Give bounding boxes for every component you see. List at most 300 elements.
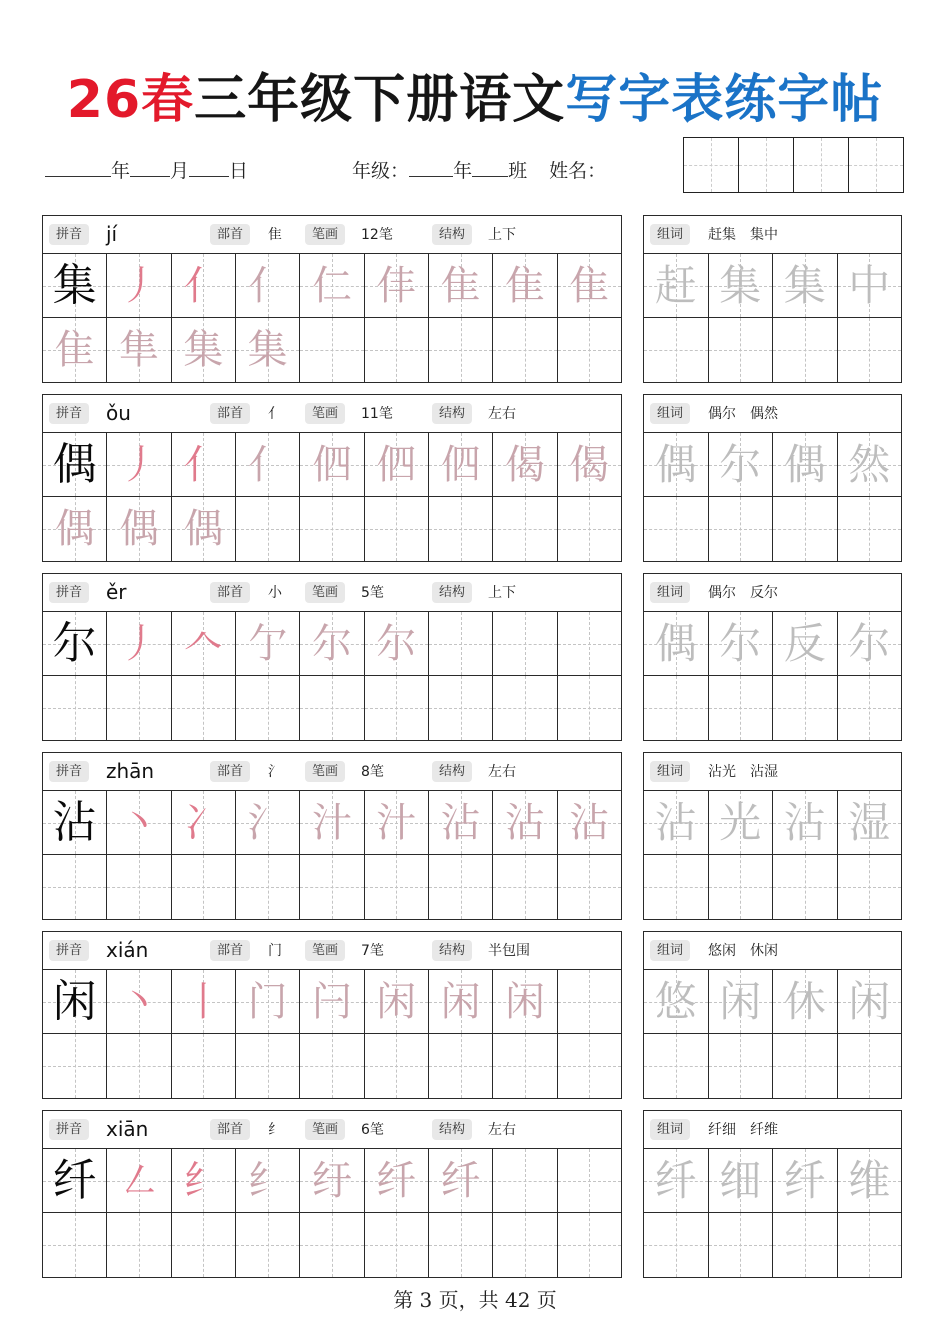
grid-cell[interactable] xyxy=(644,970,709,1033)
grid-cell[interactable] xyxy=(43,254,107,317)
grid-cell[interactable] xyxy=(773,791,838,854)
grid-cell[interactable] xyxy=(236,1034,300,1098)
grid-cell[interactable] xyxy=(172,318,236,382)
words-value: 赶集 集中 xyxy=(708,227,778,243)
grid-cell[interactable] xyxy=(43,970,107,1033)
stroke-order-character: 隹 xyxy=(440,263,481,309)
grid-row xyxy=(43,791,621,855)
grid-row xyxy=(43,970,621,1034)
grid-cell[interactable] xyxy=(172,612,236,675)
grade-blank[interactable] xyxy=(409,158,453,177)
grid-cell[interactable] xyxy=(172,1034,236,1098)
grid-cell[interactable] xyxy=(236,497,300,561)
grid-cell[interactable] xyxy=(644,254,709,317)
grid-cell[interactable] xyxy=(429,497,493,561)
word-info-bar xyxy=(644,574,901,612)
grid-row xyxy=(43,612,621,676)
structure-value: 上下 xyxy=(488,227,516,243)
grid-cell[interactable] xyxy=(558,1034,621,1098)
pinyin-value: jí xyxy=(106,222,118,246)
strokes-value: 7笔 xyxy=(361,943,384,959)
trace-character: 赶 xyxy=(654,261,697,310)
grid-cell[interactable] xyxy=(365,612,429,675)
grid-cell[interactable] xyxy=(838,254,902,317)
grid-cell[interactable] xyxy=(838,855,902,919)
character-card xyxy=(42,573,622,741)
grid-cell[interactable] xyxy=(43,676,107,740)
stroke-order-character: 偶 xyxy=(118,506,159,552)
grid-row xyxy=(644,433,901,497)
strokes-tag: 笔画 xyxy=(305,403,345,424)
grid-cell[interactable] xyxy=(644,497,709,561)
grid-cell[interactable] xyxy=(429,676,493,740)
month-label: 月 xyxy=(170,160,190,182)
trace-character: 闲 xyxy=(848,977,891,1026)
stroke-order-character: 纤 xyxy=(440,1158,481,1204)
grid-cell[interactable] xyxy=(644,855,709,919)
grid-cell[interactable] xyxy=(558,612,621,675)
stroke-order-character: 丿 xyxy=(118,621,159,667)
word-card xyxy=(643,752,902,920)
model-character: 纤 xyxy=(52,1155,97,1206)
grid-cell[interactable] xyxy=(429,433,493,496)
grid-cell[interactable] xyxy=(300,254,364,317)
grid-row xyxy=(43,676,621,740)
grid-cell[interactable] xyxy=(558,497,621,561)
grid-cell[interactable] xyxy=(773,855,838,919)
stroke-order-character: 伵 xyxy=(376,442,417,488)
grid-row xyxy=(43,855,621,919)
grade-label: 年级： xyxy=(352,160,410,182)
trace-character: 尔 xyxy=(719,619,762,668)
grid-cell[interactable] xyxy=(429,612,493,675)
stroke-order-character: 亇 xyxy=(247,621,288,667)
grid-cell[interactable] xyxy=(172,676,236,740)
character-info-bar xyxy=(43,932,621,970)
grid-cell[interactable] xyxy=(838,791,902,854)
grid-cell[interactable] xyxy=(43,1034,107,1098)
grid-cell[interactable] xyxy=(838,1149,902,1212)
grid-cell[interactable] xyxy=(838,497,902,561)
grid-cell[interactable] xyxy=(773,318,838,382)
structure-value: 左右 xyxy=(488,764,516,780)
grid-cell[interactable] xyxy=(107,1213,171,1277)
word-card xyxy=(643,215,902,383)
grid-cell[interactable] xyxy=(43,1149,107,1212)
stroke-order-character: 丨 xyxy=(183,979,224,1025)
name-boxes[interactable] xyxy=(683,137,904,193)
trace-character: 纤 xyxy=(783,1156,826,1205)
trace-character: 然 xyxy=(848,440,891,489)
writing-grid xyxy=(43,1149,621,1277)
grid-cell[interactable] xyxy=(709,612,774,675)
grid-cell[interactable] xyxy=(709,497,774,561)
grid-cell[interactable] xyxy=(493,1149,557,1212)
grid-cell[interactable] xyxy=(107,1034,171,1098)
name-label: 姓名： xyxy=(549,160,607,182)
radical-value: 小 xyxy=(268,585,282,601)
grid-cell[interactable] xyxy=(838,433,902,496)
grid-cell[interactable] xyxy=(236,791,300,854)
word-info-bar xyxy=(644,753,901,791)
grid-cell[interactable] xyxy=(236,970,300,1033)
trace-character: 闲 xyxy=(719,977,762,1026)
grid-cell[interactable] xyxy=(365,433,429,496)
grid-cell[interactable] xyxy=(300,1034,364,1098)
grid-cell[interactable] xyxy=(429,970,493,1033)
grid-cell[interactable] xyxy=(709,1149,774,1212)
grid-cell[interactable] xyxy=(365,254,429,317)
structure-tag: 结构 xyxy=(432,761,472,782)
pinyin-value: xiān xyxy=(106,1117,149,1141)
grid-cell[interactable] xyxy=(493,676,557,740)
model-character: 闲 xyxy=(52,976,97,1027)
strokes-value: 8笔 xyxy=(361,764,384,780)
strokes-tag: 笔画 xyxy=(305,1119,345,1140)
grid-cell[interactable] xyxy=(709,791,774,854)
grid-cell[interactable] xyxy=(429,254,493,317)
grid-cell[interactable] xyxy=(107,433,171,496)
words-tag: 组词 xyxy=(650,224,690,245)
structure-value: 上下 xyxy=(488,585,516,601)
grid-cell[interactable] xyxy=(429,318,493,382)
grid-row xyxy=(644,254,901,318)
grid-cell[interactable] xyxy=(493,254,557,317)
structure-value: 左右 xyxy=(488,406,516,422)
grid-cell[interactable] xyxy=(107,855,171,919)
writing-grid xyxy=(43,791,621,919)
word-grid xyxy=(644,254,901,382)
grid-cell[interactable] xyxy=(365,1149,429,1212)
grid-cell[interactable] xyxy=(493,433,557,496)
grid-cell[interactable] xyxy=(236,1213,300,1277)
grid-cell[interactable] xyxy=(236,1149,300,1212)
grid-row xyxy=(644,1034,901,1098)
month-blank[interactable] xyxy=(130,158,170,177)
words-value: 偶尔 反尔 xyxy=(708,585,778,601)
words-value: 沾光 沾湿 xyxy=(708,764,778,780)
grid-row xyxy=(43,1149,621,1213)
grid-cell[interactable] xyxy=(365,318,429,382)
words-tag: 组词 xyxy=(650,582,690,603)
grid-cell[interactable] xyxy=(107,497,171,561)
grid-cell[interactable] xyxy=(773,1213,838,1277)
grid-cell[interactable] xyxy=(172,254,236,317)
grid-cell[interactable] xyxy=(172,433,236,496)
grid-cell[interactable] xyxy=(43,855,107,919)
word-info-bar xyxy=(644,395,901,433)
grid-cell[interactable] xyxy=(558,855,621,919)
grid-cell[interactable] xyxy=(644,791,709,854)
character-card xyxy=(42,394,622,562)
grid-cell[interactable] xyxy=(429,855,493,919)
grid-cell[interactable] xyxy=(236,676,300,740)
name-box[interactable] xyxy=(739,138,794,192)
grid-cell[interactable] xyxy=(300,1149,364,1212)
radical-tag: 部首 xyxy=(210,403,250,424)
stroke-order-character: 沾 xyxy=(569,800,610,846)
words-value: 纤细 纤维 xyxy=(708,1122,778,1138)
grid-cell[interactable] xyxy=(172,1213,236,1277)
grid-cell[interactable] xyxy=(365,1213,429,1277)
grid-cell[interactable] xyxy=(644,1213,709,1277)
grid-cell[interactable] xyxy=(644,1149,709,1212)
word-info-bar xyxy=(644,1111,901,1149)
grid-cell[interactable] xyxy=(644,318,709,382)
grid-cell[interactable] xyxy=(709,433,774,496)
strokes-value: 5笔 xyxy=(361,585,384,601)
grid-cell[interactable] xyxy=(172,791,236,854)
pinyin-value: ǒu xyxy=(106,401,131,425)
grid-cell[interactable] xyxy=(709,676,774,740)
grid-cell[interactable] xyxy=(838,318,902,382)
grid-cell[interactable] xyxy=(172,970,236,1033)
grid-cell[interactable] xyxy=(558,318,621,382)
grid-cell[interactable] xyxy=(300,791,364,854)
grid-cell[interactable] xyxy=(429,1149,493,1212)
words-tag: 组词 xyxy=(650,403,690,424)
trace-character: 偶 xyxy=(654,619,697,668)
stroke-order-character: 沾 xyxy=(440,800,481,846)
grid-cell[interactable] xyxy=(709,855,774,919)
grid-cell[interactable] xyxy=(43,612,107,675)
grid-cell[interactable] xyxy=(838,676,902,740)
grid-cell[interactable] xyxy=(773,612,838,675)
grid-cell[interactable] xyxy=(107,676,171,740)
grid-cell[interactable] xyxy=(493,970,557,1033)
grid-cell[interactable] xyxy=(493,497,557,561)
model-character: 集 xyxy=(52,260,97,311)
class-label: 班 xyxy=(508,160,528,182)
stroke-order-character: 闲 xyxy=(504,979,545,1025)
model-character: 尔 xyxy=(52,618,97,669)
stroke-order-character: 汁 xyxy=(311,800,352,846)
grid-cell[interactable] xyxy=(236,254,300,317)
grid-cell[interactable] xyxy=(429,791,493,854)
page-title xyxy=(0,68,950,132)
grid-cell[interactable] xyxy=(43,318,107,382)
grid-cell[interactable] xyxy=(773,1149,838,1212)
structure-tag: 结构 xyxy=(432,582,472,603)
grid-cell[interactable] xyxy=(709,1034,774,1098)
word-grid xyxy=(644,970,901,1098)
pinyin-tag: 拼音 xyxy=(49,940,89,961)
grid-cell[interactable] xyxy=(236,855,300,919)
stroke-order-character: 隹 xyxy=(54,327,95,373)
grid-cell[interactable] xyxy=(558,676,621,740)
words-tag: 组词 xyxy=(650,1119,690,1140)
class-blank[interactable] xyxy=(472,158,508,177)
word-card xyxy=(643,1110,902,1278)
grid-cell[interactable] xyxy=(300,433,364,496)
grid-cell[interactable] xyxy=(493,318,557,382)
grid-cell[interactable] xyxy=(709,318,774,382)
grid-cell[interactable] xyxy=(558,1213,621,1277)
grid-row xyxy=(644,1149,901,1213)
words-tag: 组词 xyxy=(650,940,690,961)
character-card xyxy=(42,215,622,383)
grid-cell[interactable] xyxy=(644,612,709,675)
stroke-order-character: 隼 xyxy=(118,327,159,373)
grid-cell[interactable] xyxy=(558,970,621,1033)
words-value: 悠闲 休闲 xyxy=(708,943,778,959)
character-card xyxy=(42,1110,622,1278)
grid-cell[interactable] xyxy=(43,497,107,561)
strokes-tag: 笔画 xyxy=(305,761,345,782)
grid-cell[interactable] xyxy=(558,791,621,854)
grid-cell[interactable] xyxy=(365,497,429,561)
character-info-bar xyxy=(43,395,621,433)
stroke-order-character: 纡 xyxy=(311,1158,352,1204)
grid-cell[interactable] xyxy=(493,1213,557,1277)
grid-cell[interactable] xyxy=(236,318,300,382)
stroke-order-character: 偶 xyxy=(183,506,224,552)
grid-cell[interactable] xyxy=(236,612,300,675)
stroke-order-character: 纤 xyxy=(376,1158,417,1204)
trace-character: 湿 xyxy=(848,798,891,847)
day-blank[interactable] xyxy=(189,158,229,177)
word-grid xyxy=(644,612,901,740)
stroke-order-character: 门 xyxy=(247,979,288,1025)
word-info-bar xyxy=(644,216,901,254)
strokes-value: 12笔 xyxy=(361,227,393,243)
grid-cell[interactable] xyxy=(300,1213,364,1277)
grid-cell[interactable] xyxy=(43,433,107,496)
trace-character: 反 xyxy=(783,619,826,668)
trace-character: 悠 xyxy=(654,977,697,1026)
grid-cell[interactable] xyxy=(838,1034,902,1098)
pinyin-value: xián xyxy=(106,938,149,962)
grid-cell[interactable] xyxy=(300,497,364,561)
grid-cell[interactable] xyxy=(107,612,171,675)
trace-character: 细 xyxy=(719,1156,762,1205)
grid-row xyxy=(43,1034,621,1098)
character-info-bar xyxy=(43,753,621,791)
word-grid xyxy=(644,1149,901,1277)
grid-cell[interactable] xyxy=(773,970,838,1033)
grid-cell[interactable] xyxy=(43,791,107,854)
grid-cell[interactable] xyxy=(365,1034,429,1098)
stroke-order-character: 尔 xyxy=(311,621,352,667)
radical-tag: 部首 xyxy=(210,761,250,782)
stroke-order-character: ㇜ xyxy=(118,1158,159,1204)
grid-cell[interactable] xyxy=(429,1034,493,1098)
grid-cell[interactable] xyxy=(107,1149,171,1212)
name-box[interactable] xyxy=(684,138,739,192)
grid-cell[interactable] xyxy=(709,970,774,1033)
character-info-bar xyxy=(43,216,621,254)
grid-cell[interactable] xyxy=(773,1034,838,1098)
grid-cell[interactable] xyxy=(493,1034,557,1098)
grid-cell[interactable] xyxy=(107,254,171,317)
grid-cell[interactable] xyxy=(300,970,364,1033)
grid-cell[interactable] xyxy=(709,1213,774,1277)
grid-cell[interactable] xyxy=(773,433,838,496)
stroke-order-character: 隹 xyxy=(504,263,545,309)
grid-cell[interactable] xyxy=(773,676,838,740)
stroke-order-character: 闩 xyxy=(311,979,352,1025)
stroke-order-character: 尔 xyxy=(376,621,417,667)
structure-value: 半包围 xyxy=(488,943,530,959)
grid-row xyxy=(43,1213,621,1277)
grid-row xyxy=(644,855,901,919)
grid-row xyxy=(43,318,621,382)
grid-cell[interactable] xyxy=(838,970,902,1033)
grid-row xyxy=(43,497,621,561)
pinyin-tag: 拼音 xyxy=(49,582,89,603)
grid-cell[interactable] xyxy=(172,497,236,561)
stroke-order-character: 仁 xyxy=(311,263,352,309)
words-tag: 组词 xyxy=(650,761,690,782)
grid-cell[interactable] xyxy=(773,254,838,317)
grid-cell[interactable] xyxy=(365,676,429,740)
grid-cell[interactable] xyxy=(838,612,902,675)
grid-cell[interactable] xyxy=(429,1213,493,1277)
grid-cell[interactable] xyxy=(558,1149,621,1212)
grid-cell[interactable] xyxy=(236,433,300,496)
grid-cell[interactable] xyxy=(365,791,429,854)
stroke-order-character: 氵 xyxy=(247,800,288,846)
grid-cell[interactable] xyxy=(493,855,557,919)
grid-cell[interactable] xyxy=(709,254,774,317)
grid-cell[interactable] xyxy=(773,497,838,561)
character-card xyxy=(42,931,622,1099)
grid-cell[interactable] xyxy=(107,318,171,382)
grid-cell[interactable] xyxy=(107,791,171,854)
grid-cell[interactable] xyxy=(838,1213,902,1277)
grid-cell[interactable] xyxy=(172,1149,236,1212)
strokes-tag: 笔画 xyxy=(305,940,345,961)
grid-cell[interactable] xyxy=(300,612,364,675)
grid-cell[interactable] xyxy=(644,676,709,740)
grid-cell[interactable] xyxy=(172,855,236,919)
name-box[interactable] xyxy=(794,138,849,192)
stroke-order-character: 汁 xyxy=(376,800,417,846)
grid-cell[interactable] xyxy=(644,433,709,496)
grid-cell[interactable] xyxy=(300,855,364,919)
grid-cell[interactable] xyxy=(300,318,364,382)
stroke-order-character: 亻 xyxy=(183,442,224,488)
grid-cell[interactable] xyxy=(558,254,621,317)
grid-cell[interactable] xyxy=(365,855,429,919)
grid-cell[interactable] xyxy=(493,791,557,854)
trace-character: 中 xyxy=(848,261,891,310)
grid-cell[interactable] xyxy=(493,612,557,675)
grid-cell[interactable] xyxy=(107,970,171,1033)
writing-grid xyxy=(43,254,621,382)
pinyin-tag: 拼音 xyxy=(49,403,89,424)
grid-cell[interactable] xyxy=(644,1034,709,1098)
grid-cell[interactable] xyxy=(365,970,429,1033)
grid-cell[interactable] xyxy=(43,1213,107,1277)
radical-tag: 部首 xyxy=(210,940,250,961)
grid-row xyxy=(644,676,901,740)
page-footer: 第 3 页，共 42 页 xyxy=(393,1288,557,1312)
year-blank[interactable] xyxy=(45,158,111,177)
word-card xyxy=(643,931,902,1099)
stroke-order-character: 丿 xyxy=(118,263,159,309)
grid-cell[interactable] xyxy=(300,676,364,740)
stroke-order-character: 亻 xyxy=(183,263,224,309)
grid-row xyxy=(644,791,901,855)
name-box[interactable] xyxy=(849,138,903,192)
grid-cell[interactable] xyxy=(558,433,621,496)
word-grid xyxy=(644,433,901,561)
stroke-order-character: 仹 xyxy=(376,263,417,309)
grid-row xyxy=(644,612,901,676)
strokes-value: 6笔 xyxy=(361,1122,384,1138)
stroke-order-character: 纟 xyxy=(247,1158,288,1204)
